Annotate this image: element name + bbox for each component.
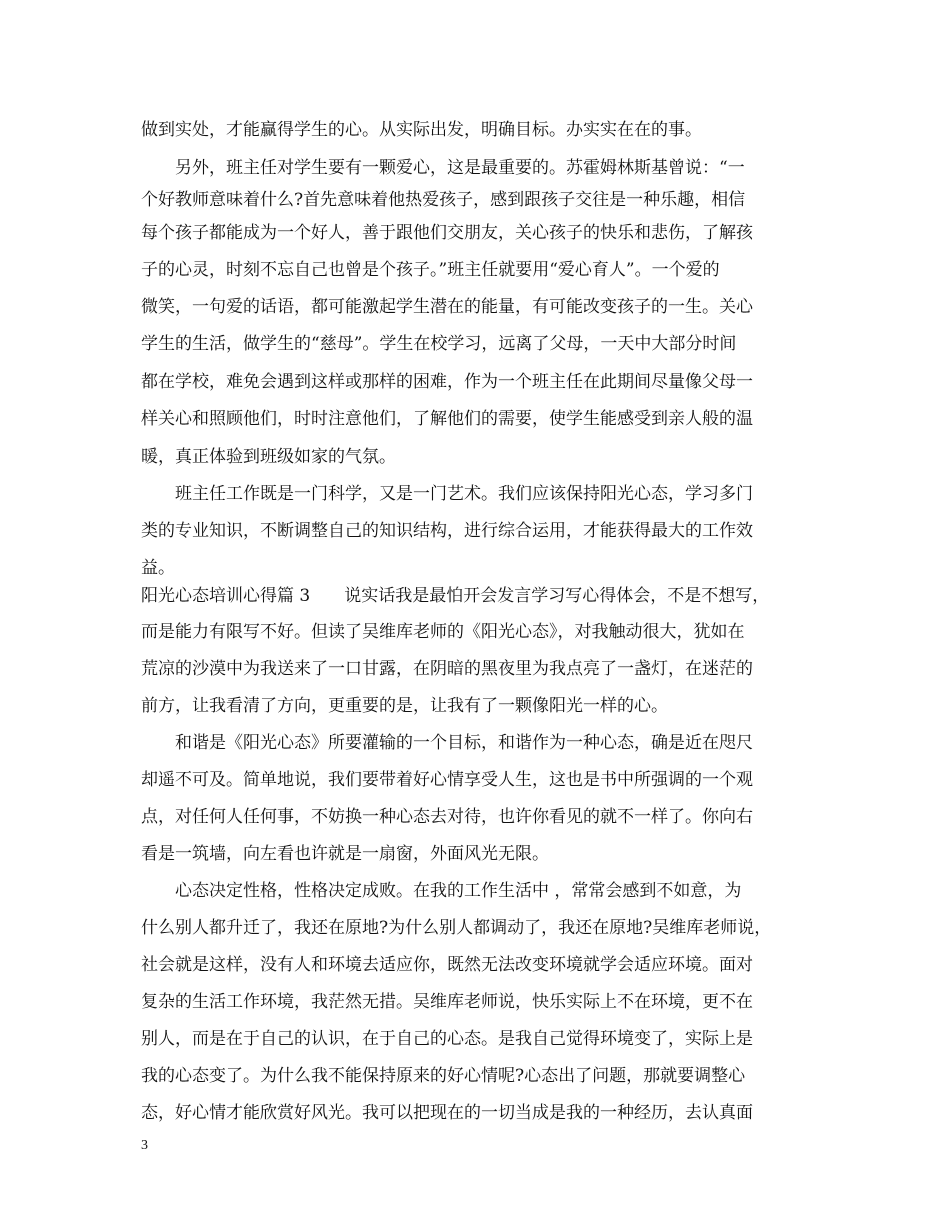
text-line: 都在学校，难免会遇到这样或那样的困难，作为一个班主任在此期间尽量像父母一 bbox=[141, 372, 753, 392]
text-line: 另外，班主任对学生要有一颗爱心，这是最重要的。苏霍姆林斯基曾说：“一 bbox=[141, 158, 745, 178]
text-line: 每个孩子都能成为一个好人，善于跟他们交朋友，关心孩子的快乐和悲伤，了解孩 bbox=[141, 223, 753, 243]
text-line: 而是能力有限写不好。但读了吴维库老师的《阳光心态》，对我触动很大，犹如在 bbox=[141, 622, 745, 642]
text-line: 微笑，一句爱的话语，都可能激起学生潜在的能量，有可能改变孩子的一生。关心 bbox=[141, 297, 753, 317]
text-line: 学生的生活，做学生的“慈母”。学生在校学习，远离了父母，一天中大部分时间 bbox=[141, 334, 737, 354]
text-line: 什么别人都升迁了，我还在原地?为什么别人都调动了，我还在原地?吴维库老师说， bbox=[141, 918, 772, 938]
page-number: 3 bbox=[141, 1138, 148, 1153]
text-line: 个好教师意味着什么?首先意味着他热爱孩子，感到跟孩子交往是一种乐趣，相信 bbox=[141, 190, 746, 210]
text-line: 班主任工作既是一门科学，又是一门艺术。我们应该保持阳光心态，学习多门 bbox=[141, 484, 753, 504]
text-line: 点，对任何人任何事，不妨换一种心态去对待，也许你看见的就不一样了。你向右 bbox=[141, 807, 753, 827]
text-line: 样关心和照顾他们，时时注意他们，了解他们的需要，使学生能感受到亲人般的温 bbox=[141, 409, 753, 429]
text-line: 暖，真正体验到班级如家的气氛。 bbox=[141, 447, 396, 467]
text-line: 却遥不可及。简单地说，我们要带着好心情享受人生，这也是书中所强调的一个观 bbox=[141, 770, 753, 790]
text-line: 我的心态变了。为什么我不能保持原来的好心情呢?心态出了问题，那就要调整心 bbox=[141, 1066, 746, 1086]
text-line: 子的心灵，时刻不忘自己也曾是个孩子。”班主任就要用“爱心育人”。一个爱的 bbox=[141, 260, 720, 280]
text-line: 看是一筑墙，向左看也许就是一扇窗，外面风光无限。 bbox=[141, 844, 549, 864]
text-line: 态，好心情才能欣赏好风光。我可以把现在的一切当成是我的一种经历，去认真面 bbox=[141, 1103, 753, 1123]
text-line: 类的专业知识，不断调整自己的知识结构，进行综合运用，才能获得最大的工作效 bbox=[141, 521, 753, 541]
text-line: 前方，让我看清了方向，更重要的是，让我有了一颗像阳光一样的心。 bbox=[141, 696, 668, 716]
text-line: 做到实处，才能赢得学生的心。从实际出发，明确目标。办实实在在的事。 bbox=[141, 120, 702, 140]
text-line: 荒凉的沙漠中为我送来了一口甘露，在阴暗的黑夜里为我点亮了一盏灯，在迷茫的 bbox=[141, 659, 753, 679]
text-line: 和谐是《阳光心态》所要灌输的一个目标，和谐作为一种心态，确是近在咫尺 bbox=[141, 733, 753, 753]
text-line: 心态决定性格，性格决定成败。在我的工作生活中 ，常常会感到不如意，为 bbox=[141, 881, 742, 901]
text-line: 复杂的生活工作环境，我茫然无措。吴维库老师说，快乐实际上不在环境，更不在 bbox=[141, 992, 753, 1012]
text-line: 益。 bbox=[141, 558, 175, 578]
section-heading-line: 阳光心态培训心得篇 3 说实话我是最怕开会发言学习写心得体会，不是不想写， bbox=[141, 586, 770, 606]
text-line: 社会就是这样，没有人和环境去适应你，既然无法改变环境就学会适应环境。面对 bbox=[141, 955, 753, 975]
text-line: 别人，而是在于自己的认识，在于自己的心态。是我自己觉得环境变了，实际上是 bbox=[141, 1029, 753, 1049]
